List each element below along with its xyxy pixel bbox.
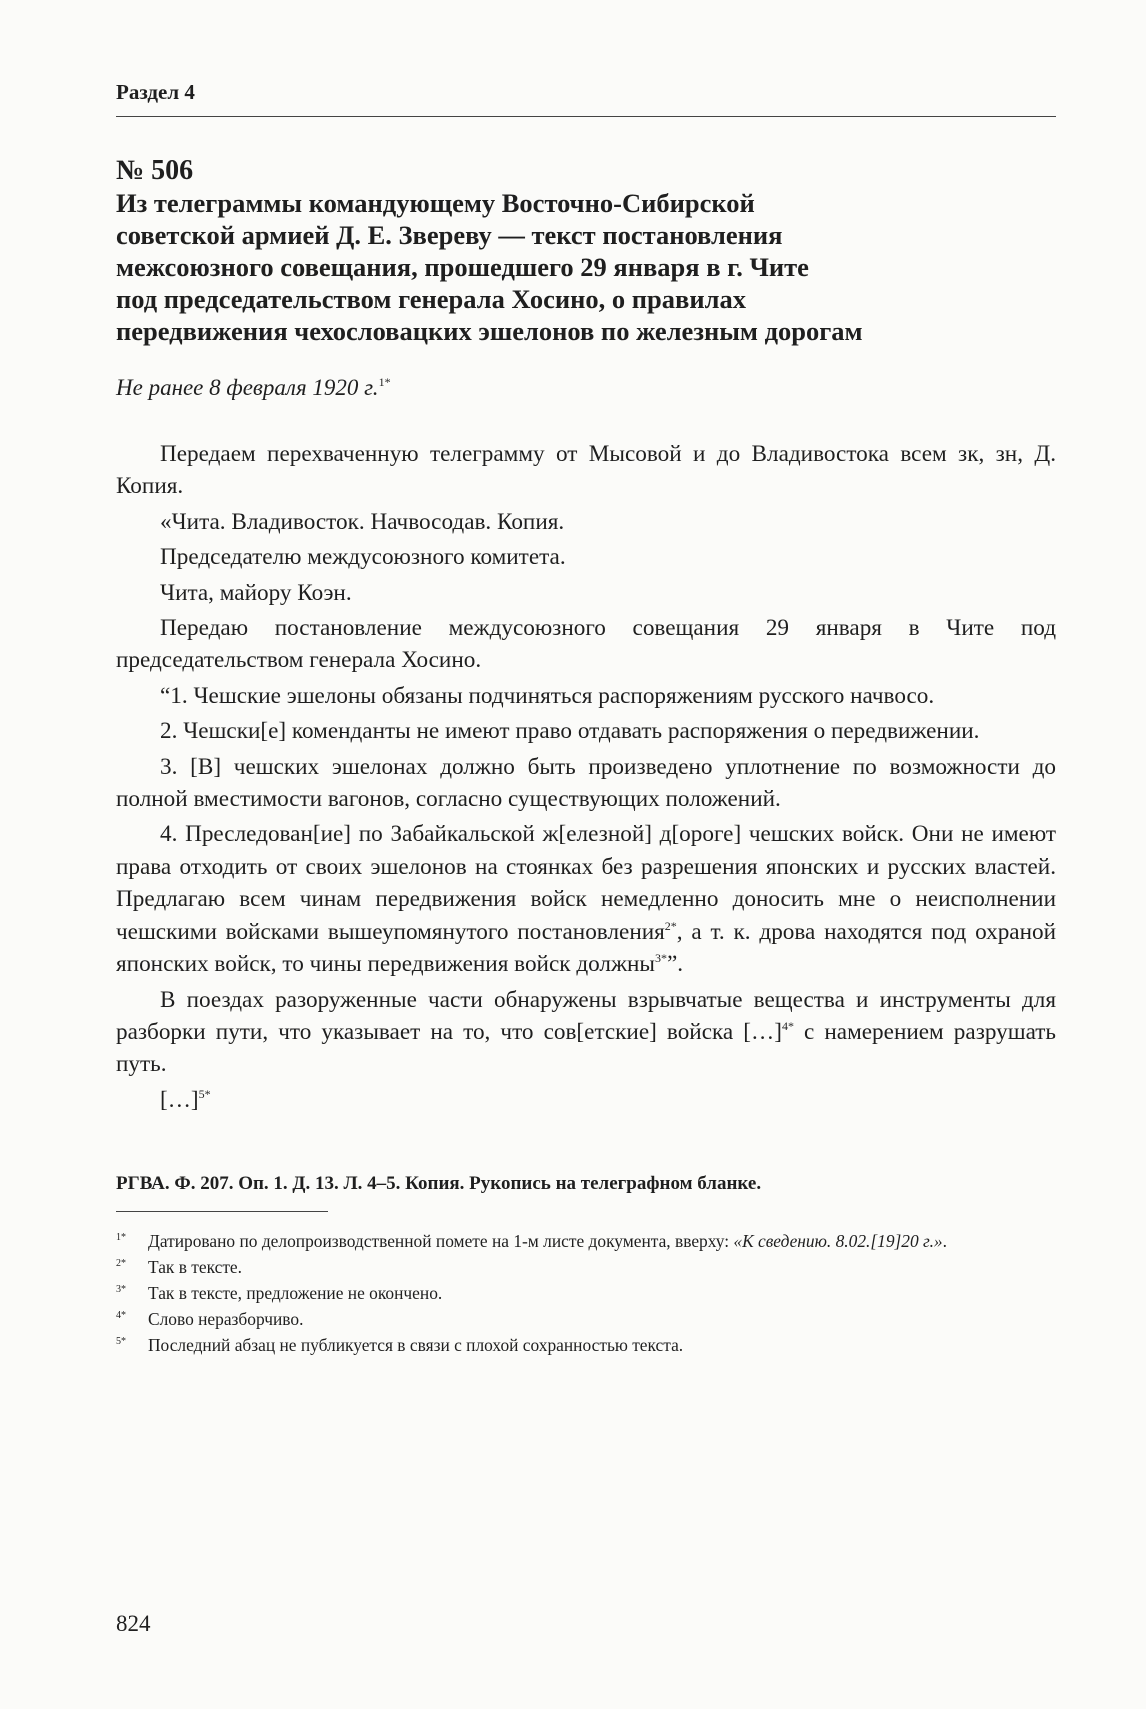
footnote-marker: 5* [116,1336,126,1347]
paragraph [116,818,1056,980]
footnote-ref: 4* [781,1018,794,1033]
footnote-marker: 2* [116,1258,126,1269]
paragraph [116,1084,1056,1116]
title-line: межсоюзного совещания, прошедшего 29 января в г. Чите [116,252,809,282]
paragraph: Чита, майору Коэн. [160,579,352,606]
document-number: № 506 [116,155,194,186]
header-rule [116,116,1056,117]
footnote-ref: 1* [378,375,391,389]
footnote-ref: 2* [664,918,677,933]
footnote [116,1254,1056,1280]
document-title [116,187,1076,347]
footnote-text: Датировано по делопроизводственной помете на 1-м листе документа, вверху: «К сведению. 8.02.[19]20 г.». [148,1231,947,1251]
footnote-marker: 4* [116,1310,126,1321]
page-number: 824 [116,1611,151,1636]
paragraph: 3. [В] чешских эшелонах должно быть произведено уплотнение по возможности до полной вместимости вагонов, согласно существующих положений. [116,753,1056,813]
paragraph [116,984,1056,1081]
footnote-ref: 5* [198,1086,211,1101]
paragraph-text: В поездах разоруженные части обнаружены взрывчатые вещества и инструменты для разборки пути, что указывает на то, что сов[етские] войска […] [116,986,1056,1045]
section-header: Раздел 4 [116,80,195,104]
paragraph-text: с намерением разрушать путь. [116,1018,1056,1078]
footnote [116,1280,1056,1306]
footnote [116,1332,1056,1358]
paragraph-text: […] [160,1086,199,1113]
paragraph: Передаем перехваченную телеграмму от Мысовой и до Владивостока всем зк, зн, Д. Копия. [116,441,1056,500]
footnote-ref: 3* [654,951,667,966]
paragraph: Председателю междусоюзного комитета. [160,544,566,571]
footnote-rule [116,1211,328,1212]
title-line: передвижения чехословацких эшелонов по железным дорогам [116,316,863,346]
footnote-text: Последний абзац не публикуется в связи с плохой сохранностью текста. [148,1335,684,1355]
paragraph-text: , а т. к. дрова находятся под охраной японских войск, то чины передвижения войск должны [116,918,1056,978]
paragraph: Передаю постановление междусоюзного совещания 29 января в Чите под председательством генерала Хосино. [116,615,1056,674]
archive-source: РГВА. Ф. 207. Оп. 1. Д. 13. Л. 4–5. Копия. Рукопись на телеграфном бланке. [116,1173,762,1194]
paragraph: “1. Чешские эшелоны обязаны подчиняться распоряжениям русского начвосо. [160,682,935,709]
footnote-text: Так в тексте, предложение не окончено. [148,1283,443,1303]
paragraph: «Чита. Владивосток. Начвосодав. Копия. [160,508,565,535]
paragraph: 2. Чешски[е] коменданты не имеют право отдавать распоряжения о передвижении. [160,718,980,745]
title-line: под председательством генерала Хосино, о правилах [116,284,746,314]
footnote-text: Так в тексте. [148,1257,242,1277]
date-text: Не ранее 8 февраля 1920 г. [116,375,379,400]
footnote [116,1306,1056,1332]
footnote-marker: 3* [116,1284,126,1295]
title-line: Из телеграммы командующему Восточно-Сибирской [116,188,755,218]
document-date [116,375,391,401]
title-line: советской армией Д. Е. Звереву — текст постановления [116,220,783,250]
footnote-quote: «К сведению. 8.02.[19]20 г.» [733,1231,943,1251]
footnotes [116,1228,1056,1358]
footnote-text: Слово неразборчиво. [148,1309,304,1329]
paragraph-text: ”. [666,951,684,978]
paragraph-text: 4. Преследован[ие] по Забайкальской ж[елезной] д[ороге] чешских войск. Они не имеют права отходить от своих эшелонов на стоянках без разрешения японских и русских властей. Предлагаю всем чинам передвижения войск немедленно доносить мне о неисполнении чешскими войсками вышеупомянутого постановления [116,821,1056,945]
document-body [116,438,1056,1116]
footnote [116,1228,1056,1254]
footnote-marker: 1* [116,1232,126,1243]
